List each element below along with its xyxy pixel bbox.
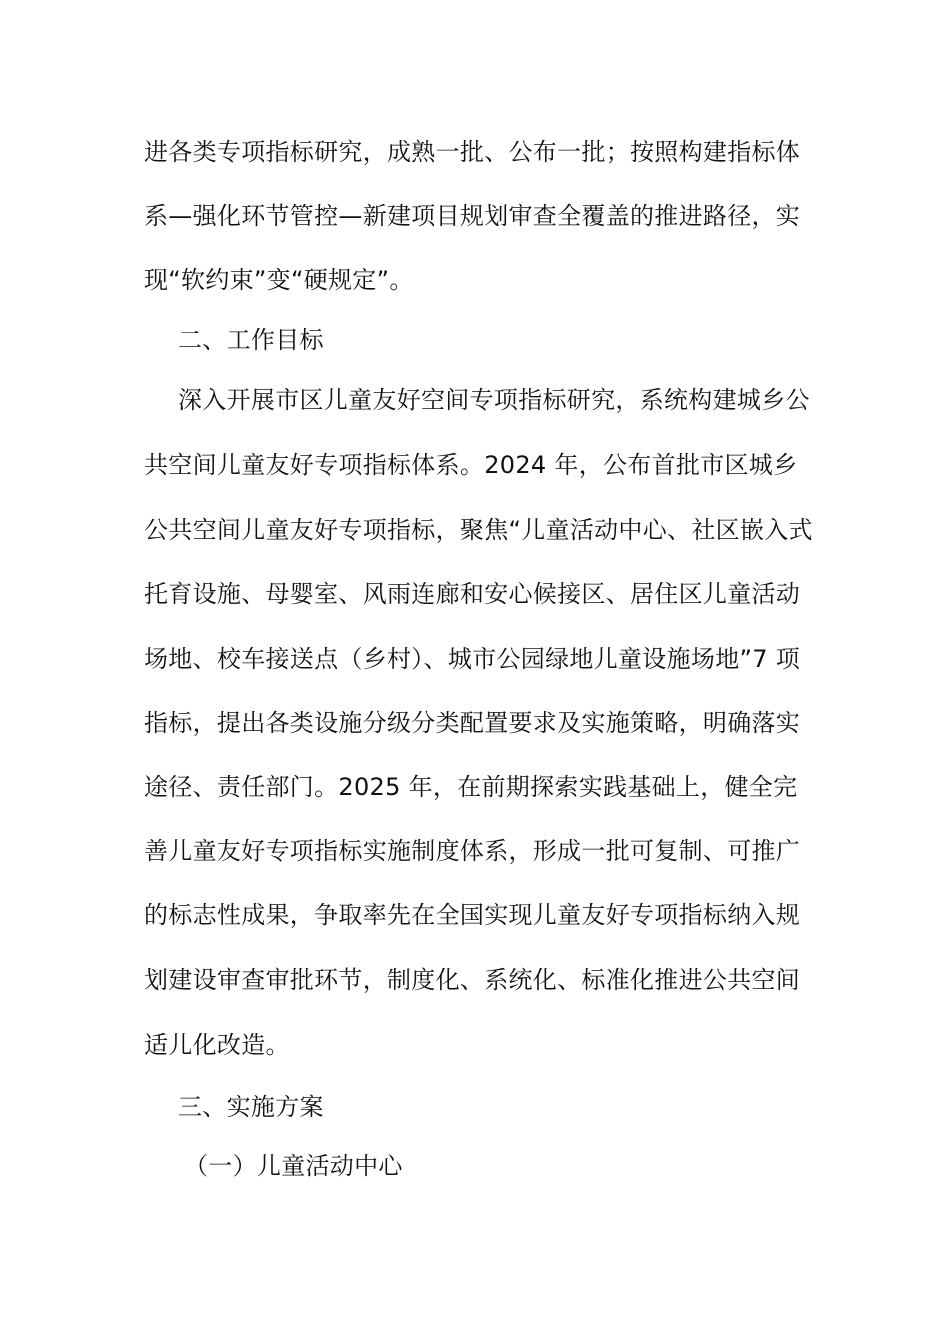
paragraph-line: 共空间儿童友好专项指标体系。2024 年，公布首批市区城乡 xyxy=(144,451,798,479)
paragraph-line: 系—强化环节管控—新建项目规划审查全覆盖的推进路径，实 xyxy=(144,202,801,230)
paragraph-line: 深入开展市区儿童友好空间专项指标研究，系统构建城乡公 xyxy=(178,386,810,414)
subsection-heading: （一）儿童活动中心 xyxy=(184,1152,403,1180)
paragraph-line: 指标，提出各类设施分级分类配置要求及实施策略，明确落实 xyxy=(144,709,801,737)
paragraph-line: 现“软约束”变“硬规定”。 xyxy=(144,266,414,294)
paragraph-line: 善儿童友好专项指标实施制度体系，形成一批可复制、可推广 xyxy=(144,837,801,865)
paragraph-line: 托育设施、母婴室、风雨连廊和安心候接区、居住区儿童活动 xyxy=(144,580,801,608)
paragraph-line: 划建设审查审批环节，制度化、系统化、标准化推进公共空间 xyxy=(144,966,801,994)
section-heading: 三、实施方案 xyxy=(178,1093,324,1121)
paragraph-line: 进各类专项指标研究，成熟一批、公布一批；按照构建指标体 xyxy=(144,138,801,166)
paragraph-line: 适儿化改造。 xyxy=(144,1031,290,1059)
paragraph-line: 途径、责任部门。2025 年，在前期探索实践基础上，健全完 xyxy=(144,773,798,801)
paragraph-line: 公共空间儿童友好专项指标，聚焦“儿童活动中心、社区嵌入式 xyxy=(144,516,813,544)
section-heading: 二、工作目标 xyxy=(178,326,324,354)
paragraph-line: 的标志性成果，争取率先在全国实现儿童友好专项指标纳入规 xyxy=(144,901,801,929)
paragraph-line: 场地、校车接送点（乡村）、城市公园绿地儿童设施场地”7 项 xyxy=(144,645,801,673)
